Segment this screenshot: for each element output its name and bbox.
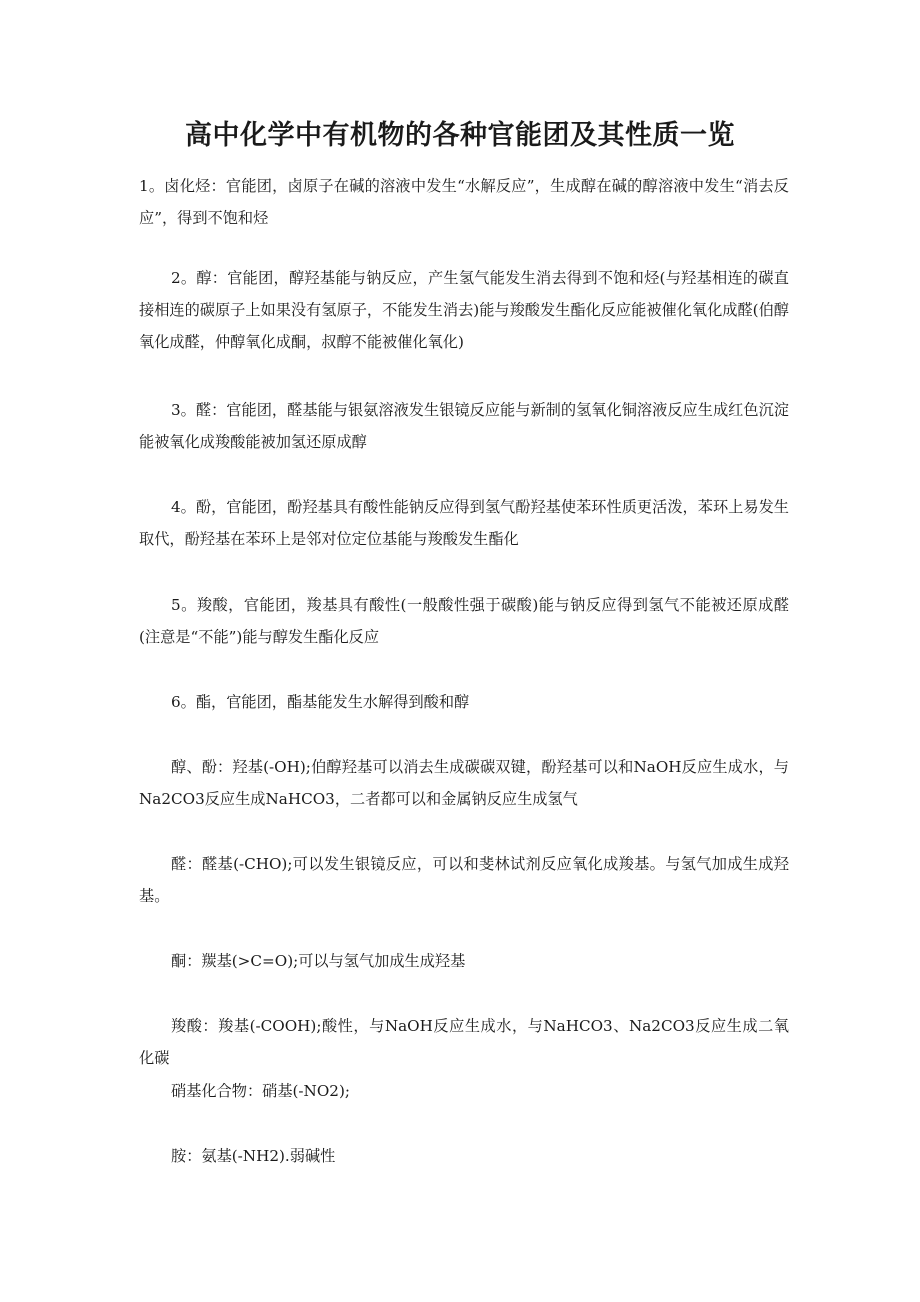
paragraph-halohydrocarbon: 1。卤化烃：官能团，卤原子在碱的溶液中发生“水解反应”，生成醇在碱的醇溶液中发生“消去反应”，得到不饱和烃 bbox=[139, 177, 789, 227]
paragraph-hydroxyl: 醇、酚：羟基(-OH);伯醇羟基可以消去生成碳碳双键，酚羟基可以和NaOH反应生成水，与Na2CO3反应生成NaHCO3，二者都可以和金属钠反应生成氢气 bbox=[139, 758, 789, 808]
paragraph-amine: 胺：氨基(-NH2).弱碱性 bbox=[171, 1147, 336, 1165]
paragraph-carboxylic-acid: 5。羧酸，官能团，羧基具有酸性(一般酸性强于碳酸)能与钠反应得到氢气不能被还原成醛(注意是“不能”)能与醇发生酯化反应 bbox=[139, 596, 789, 646]
paragraph-aldehyde-group: 醛：醛基(-CHO);可以发生银镜反应，可以和斐林试剂反应氧化成羧基。与氢气加成生成羟基。 bbox=[139, 855, 789, 905]
paragraph-ketone: 酮：羰基(>C=O);可以与氢气加成生成羟基 bbox=[171, 952, 466, 970]
paragraph-aldehyde: 3。醛：官能团，醛基能与银氨溶液发生银镜反应能与新制的氢氧化铜溶液反应生成红色沉淀能被氧化成羧酸能被加氢还原成醇 bbox=[139, 401, 789, 451]
paragraph-phenol: 4。酚，官能团，酚羟基具有酸性能钠反应得到氢气酚羟基使苯环性质更活泼，苯环上易发生取代，酚羟基在苯环上是邻对位定位基能与羧酸发生酯化 bbox=[139, 498, 789, 548]
paragraph-alcohol: 2。醇：官能团，醇羟基能与钠反应，产生氢气能发生消去得到不饱和烃(与羟基相连的碳直接相连的碳原子上如果没有氢原子，不能发生消去)能与羧酸发生酯化反应能被催化氧化成醛(伯醇氧化成醛，仲醇氧化成酮，叔醇不能被催化氧化) bbox=[139, 269, 789, 351]
page-title: 高中化学中有机物的各种官能团及其性质一览 bbox=[185, 120, 735, 151]
paragraph-nitro: 硝基化合物：硝基(-NO2); bbox=[171, 1082, 351, 1100]
paragraph-carboxyl: 羧酸：羧基(-COOH);酸性，与NaOH反应生成水，与NaHCO3、Na2CO3反应生成二氧化碳 bbox=[139, 1017, 789, 1067]
paragraph-ester: 6。酯，官能团，酯基能发生水解得到酸和醇 bbox=[171, 693, 470, 711]
